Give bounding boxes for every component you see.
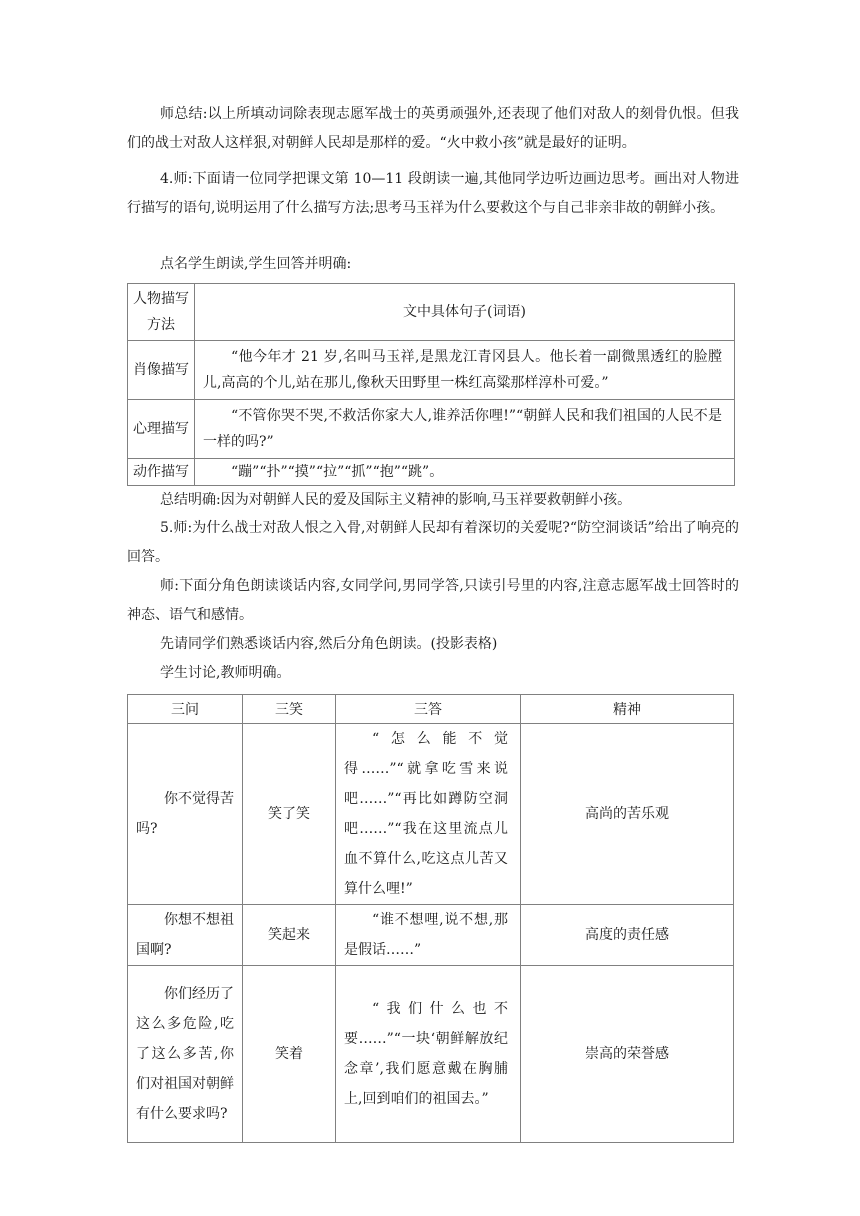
paragraph-conclusion: 总结明确:因为对朝鲜人民的爱及国际主义精神的影响,马玉祥要救朝鲜小孩。 [160,492,632,508]
header-method: 人物描写方法 [128,284,195,341]
smile-cell: 笑着 [243,966,336,1143]
table-row [128,724,734,905]
header-smile: 三笑 [243,695,336,724]
text-cell: “蹦”“扑”“摸”“拉”“抓”“抱”“跳”。 [195,459,735,486]
header-ask: 三问 [128,695,243,724]
ask-cell: 你不觉得苦吗? [128,724,243,905]
table-row [128,905,734,966]
header-text: 文中具体句子(词语) [195,284,735,341]
method-cell: 心理描写 [128,400,195,459]
table-row [128,400,735,459]
paragraph-student-answer: 点名学生朗读,学生回答并明确: [160,256,352,272]
spirit-cell: 高尚的苦乐观 [521,724,734,905]
table-row [128,966,734,1143]
answer-cell: “我们什么也不要……”“一块‘朝鲜解放纪念章’,我们愿意戴在胸脯上,回到咱们的祖国去。” [336,966,521,1143]
method-cell: 动作描写 [128,459,195,486]
paragraph-teacher-summary: 师总结:以上所填动词除表现志愿军战士的英勇顽强外,还表现了他们对敌人的刻骨仇恨。但我们的战士对敌人这样狠,对朝鲜人民却是那样的爱。“火中救小孩”就是最好的证明。 [127,106,739,151]
paragraph-discussion: 学生讨论,教师明确。 [160,665,291,681]
header-answer: 三答 [336,695,521,724]
header-spirit: 精神 [521,695,734,724]
paragraph-question-5: 5.师:为什么战士对敌人恨之入骨,对朝鲜人民却有着深切的关爱呢?“防空洞谈话”给出了响亮的回答。 [127,520,739,565]
paragraph-projection: 先请同学们熟悉谈话内容,然后分角色朗读。(投影表格) [160,636,498,652]
smile-cell: 笑起来 [243,905,336,966]
smile-cell: 笑了笑 [243,724,336,905]
table-row [128,459,735,486]
answer-cell: “怎么能不觉得……”“就拿吃雪来说吧……”“再比如蹲防空洞吧……”“我在这里流点儿血不算什么,吃这点儿苦又算什么哩!” [336,724,521,905]
text-cell: “他今年才 21 岁,名叫马玉祥,是黑龙江青冈县人。他长着一副微黑透红的脸膛儿,高高的个儿,站在那儿,像秋天田野里一株红高粱那样淳朴可爱。” [195,341,735,400]
spirit-cell: 崇高的荣誉感 [521,966,734,1143]
description-methods-table [127,283,735,486]
ask-cell: 你想不想祖国啊? [128,905,243,966]
table-header-row [128,284,735,341]
paragraph-role-reading: 师:下面分角色朗读谈话内容,女同学问,男同学答,只读引号里的内容,注意志愿军战士回答时的神态、语气和感情。 [127,578,739,623]
ask-cell: 你们经历了这么多危险,吃了这么多苦,你们对祖国对朝鲜有什么要求吗? [128,966,243,1143]
three-questions-table [127,694,734,1143]
table-row [128,341,735,400]
table-header-row [128,695,734,724]
answer-cell: “谁不想哩,说不想,那是假话……” [336,905,521,966]
spirit-cell: 高度的责任感 [521,905,734,966]
paragraph-reading-task: 4.师:下面请一位同学把课文第 10—11 段朗读一遍,其他同学边听边画边思考。画出对人物进行描写的语句,说明运用了什么描写方法;思考马玉祥为什么要救这个与自己非亲非故的朝鲜小孩。 [127,171,739,216]
method-cell: 肖像描写 [128,341,195,400]
text-cell: “不管你哭不哭,不救活你家大人,谁养活你哩!”“朝鲜人民和我们祖国的人民不是一样的吗?” [195,400,735,459]
